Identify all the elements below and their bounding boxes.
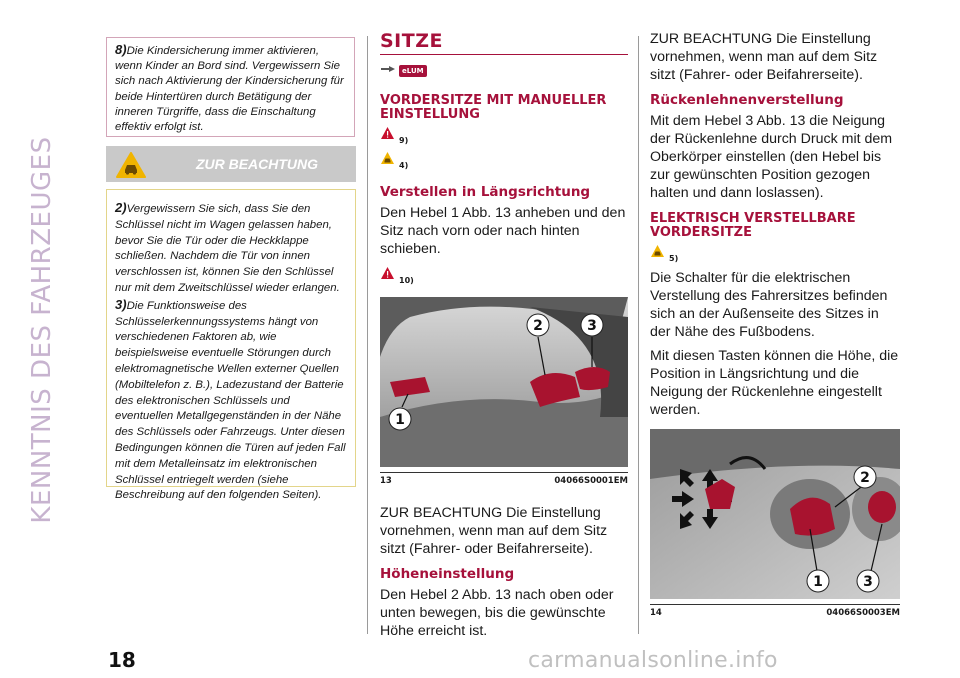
note-box bbox=[106, 37, 355, 137]
title-rule bbox=[380, 54, 628, 55]
figure-code: 04066S0001EM bbox=[554, 476, 628, 486]
note-number: 8) bbox=[115, 42, 127, 57]
section-heading-manual-seats: VORDERSITZE MIT MANUELLER EINSTELLUNG bbox=[380, 93, 607, 122]
caution-reference bbox=[380, 151, 628, 170]
figure-13-caption bbox=[380, 476, 628, 486]
electric-seat-switch-illustration bbox=[650, 429, 900, 599]
seat-lever-illustration bbox=[380, 297, 628, 467]
page-number: 18 bbox=[108, 648, 136, 672]
caution-triangle-icon bbox=[650, 244, 665, 263]
warning-item-text: Vergewissern Sie sich, dass Sie den Schlüssel nicht im Wagen gelassen haben, bevor Sie die Tür oder die Heckklappe schließen. Nachdem die Tür von innen verschlossen ist, können Sie den Schlüssel nur mit dem Zweitschlüssel wieder erlangen. bbox=[115, 203, 340, 294]
warning-item-text: Die Funktionsweise des Schlüsselerkennungssystems hängt von verschiedenen Faktoren ab, wie beispielsweise eventuelle Störungen durch elektromagnetische Wellen externer Quellen (Mobiltelefon z. B.), Ladezustand der Batterie des elektronischen Schlüssels und eventuellen Metallgegenständen in der Nähe des Schlüssels oder Fahrzeugs. Unter diesen Bedingungen können die Türen auf jeden Fall mit dem Metalleinsatz im elektronischen Schlüssel entriegelt werden (siehe Beschreibung auf den folgenden Seiten). bbox=[115, 299, 346, 502]
watermark: carmanualsonline.info bbox=[528, 648, 778, 673]
warning-item-number: 2) bbox=[115, 200, 127, 215]
section-side-title: KENNTNIS DES FAHRZEUGES bbox=[27, 136, 57, 524]
subheading-height: Höheneinstellung bbox=[380, 566, 515, 582]
warning-ref-number: 9) bbox=[399, 136, 409, 145]
warning-item bbox=[115, 297, 347, 504]
paragraph-switch-location: Die Schalter für die elektrischen Verstellung des Fahrersitzes befinden sich an der Außenseite des Sitzes in der Nähe des Fußbodens. bbox=[650, 270, 888, 340]
figure-14-caption bbox=[650, 608, 900, 618]
paragraph-longitudinal: Den Hebel 1 Abb. 13 anheben und den Sitz nach vorn oder nach hinten schieben. bbox=[380, 205, 626, 257]
warning-reference bbox=[380, 266, 628, 285]
figure-number: 14 bbox=[650, 608, 662, 618]
warning-ref-number: 10) bbox=[399, 276, 414, 285]
figure-13 bbox=[380, 297, 628, 473]
warning-reference bbox=[380, 126, 628, 145]
column-seats-manual bbox=[380, 30, 628, 640]
callout-3: 3 bbox=[863, 574, 873, 590]
subheading-backrest: Rückenlehnenverstellung bbox=[650, 92, 844, 108]
warning-triangle-icon bbox=[380, 126, 395, 145]
section-title-sitze: SITZE bbox=[380, 30, 443, 52]
callout-1: 1 bbox=[395, 412, 405, 428]
paragraph-note: ZUR BEACHTUNG Die Einstellung vornehmen, wenn man auf dem Sitz sitzt (Fahrer- oder Beifahrerseite). bbox=[380, 505, 608, 557]
warning-triangle-icon bbox=[380, 266, 395, 285]
caution-reference bbox=[650, 244, 900, 263]
figure-number: 13 bbox=[380, 476, 392, 486]
callout-2: 2 bbox=[860, 470, 870, 486]
caution-ref-number: 4) bbox=[399, 161, 409, 170]
callout-1: 1 bbox=[813, 574, 823, 590]
warning-item bbox=[115, 200, 347, 297]
elum-row bbox=[380, 62, 628, 80]
elum-badge: eLUM bbox=[399, 65, 427, 77]
column-divider bbox=[367, 36, 368, 634]
paragraph-note: ZUR BEACHTUNG Die Einstellung vornehmen, wenn man auf dem Sitz sitzt (Fahrer- oder Beifahrerseite). bbox=[650, 31, 878, 83]
warning-item-number: 3) bbox=[115, 296, 127, 312]
callout-3: 3 bbox=[587, 318, 597, 334]
paragraph-height: Den Hebel 2 Abb. 13 nach oben oder unten bewegen, bis die gewünschte Höhe erreicht ist. bbox=[380, 587, 614, 639]
column-divider bbox=[638, 36, 639, 634]
pointing-hand-icon bbox=[380, 62, 396, 80]
callout-2: 2 bbox=[533, 318, 543, 334]
paragraph-switch-functions: Mit diesen Tasten können die Höhe, die Position in Längsrichtung und die Neigung der Rückenlehne eingestellt werden. bbox=[650, 348, 899, 418]
note-text: Die Kindersicherung immer aktivieren, wenn Kinder an Bord sind. Vergewissern Sie sich nach Aktivierung der Kindersicherung für beide Hintertüren durch Betätigung der inneren Türgriffe, dass die Einschaltung effektiv erfolgt ist. bbox=[115, 45, 344, 134]
section-heading-electric-seats: ELEKTRISCH VERSTELLBARE VORDERSITZE bbox=[650, 211, 856, 240]
car-warning-icon bbox=[116, 152, 146, 183]
caution-ref-number: 5) bbox=[669, 254, 679, 263]
warning-heading: ZUR BEACHTUNG bbox=[195, 156, 319, 172]
figure-code: 04066S0003EM bbox=[826, 608, 900, 618]
warning-body bbox=[106, 189, 356, 502]
figure-14 bbox=[650, 429, 900, 605]
paragraph-backrest: Mit dem Hebel 3 Abb. 13 die Neigung der Rückenlehne durch Druck mit dem Oberkörper einstellen (den Hebel bis zur gewünschten Position gezogen halten und dann loslassen). bbox=[650, 113, 893, 201]
column-seats-electric bbox=[650, 30, 900, 618]
subheading-longitudinal: Verstellen in Längsrichtung bbox=[380, 184, 591, 200]
caution-triangle-icon bbox=[380, 151, 395, 170]
warning-header bbox=[106, 146, 356, 182]
